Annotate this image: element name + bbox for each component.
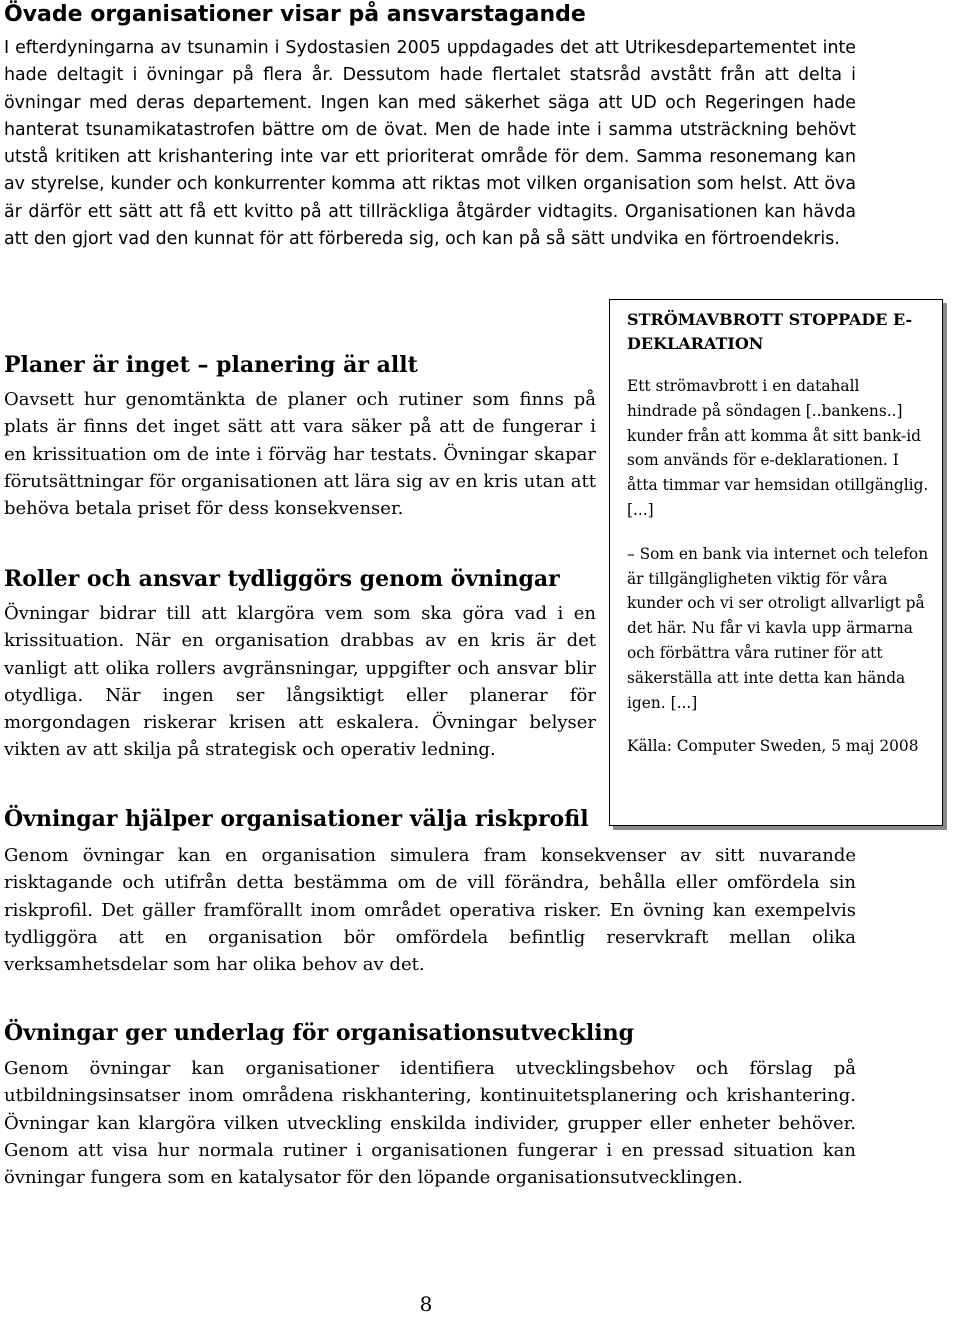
section-heading: Roller och ansvar tydliggörs genom övningar bbox=[4, 566, 560, 592]
section-paragraph: Övningar bidrar till att klargöra vem som ska göra vad i en krissituation. När en organisation drabbas av en kris är det vanligt att olika rollers avgränsningar, uppgifter och ansvar blir otydliga. När ingen ser långsiktigt eller planerar för morgondagen riskerar krisen att eskalera. Övningar belyser vikten av att skilja på strategisk och operativ ledning. bbox=[4, 603, 596, 761]
section-heading: Planer är inget – planering är allt bbox=[4, 352, 418, 378]
news-sidebar-box bbox=[609, 299, 943, 826]
section-heading: Övningar ger underlag för organisationsutveckling bbox=[4, 1020, 634, 1046]
section-paragraph: I efterdyningarna av tsunamin i Sydostasien 2005 uppdagades det att Utrikesdepartementet inte hade deltagit i övningar på flera år. Dessutom hade flertalet statsråd avstått från att delta i övningar med deras departement. Ingen kan med säkerhet säga att UD och Regeringen hade hanterat tsunamikatastrofen bättre om de övat. Men de hade inte i samma utsträckning behövt utstå kritiken att krishantering inte var ett prioriterat område för dem. Samma resonemang kan av styrelse, kunder och konkurrenter komma att riktas mot vilken organisation som helst. Att öva är därför ett sätt att få ett kvitto på att tillräckliga åtgärder vidtagits. Organisationen kan hävda att den gjort vad den kunnat för att förbereda sig, och kan på så sätt undvika en förtroendekris. bbox=[4, 38, 856, 250]
section-paragraph: Genom övningar kan en organisation simulera fram konsekvenser av sitt nuvarande risktagande och utifrån detta bestämma om de vill förändra, behålla eller omfördela sin riskprofil. Det gäller framförallt inom området operativa risker. En övning kan exempelvis tydliggöra att en organisation bör omfördela befintlig reservkraft mellan olika verksamhetsdelar som har olika behov av det. bbox=[4, 845, 856, 976]
page-number: 8 bbox=[419, 1292, 433, 1316]
section-paragraph: Oavsett hur genomtänkta de planer och rutiner som finns på plats är finns det inget sätt att vara säker på att de fungerar i en krissituation om de inte i förväg har testats. Övningar skapar förutsättningar för organisationen att lära sig av en kris utan att behöva betala priset för dess konsekvenser. bbox=[4, 389, 596, 520]
section-heading: Övade organisationer visar på ansvarstagande bbox=[4, 2, 586, 27]
section-heading: Övningar hjälper organisationer välja riskprofil bbox=[4, 806, 589, 832]
section-paragraph: Genom övningar kan organisationer identifiera utvecklingsbehov och förslag på utbildningsinsatser inom områdena riskhantering, kontinuitetsplanering och krishantering. Övningar kan klargöra vilken utveckling enskilda individer, grupper eller enheter behöver. Genom att visa hur normala rutiner i organisationen fungerar i en pressad situation kan övningar fungera som en katalysator för den löpande organisationsutvecklingen. bbox=[4, 1058, 856, 1189]
sidebar-paragraph: Ett strömavbrott i en datahall hindrade på söndagen [..bankens..] kunder från att komma åt sitt bank-id som används för e-deklarationen. I åtta timmar var hemsidan otillgänglig. [...] bbox=[627, 377, 929, 519]
sidebar-source: Källa: Computer Sweden, 5 maj 2008 bbox=[627, 737, 919, 756]
sidebar-title: STRÖMAVBROTT STOPPADE E-DEKLARATION bbox=[627, 310, 913, 353]
sidebar-quote: – Som en bank via internet och telefon är tillgängligheten viktig för våra kunder och vi ser otroligt allvarligt på det här. Nu får vi kavla upp ärmarna och förbättra våra rutiner för att säkerställa att inte detta kan hända igen. [...] bbox=[627, 544, 929, 712]
